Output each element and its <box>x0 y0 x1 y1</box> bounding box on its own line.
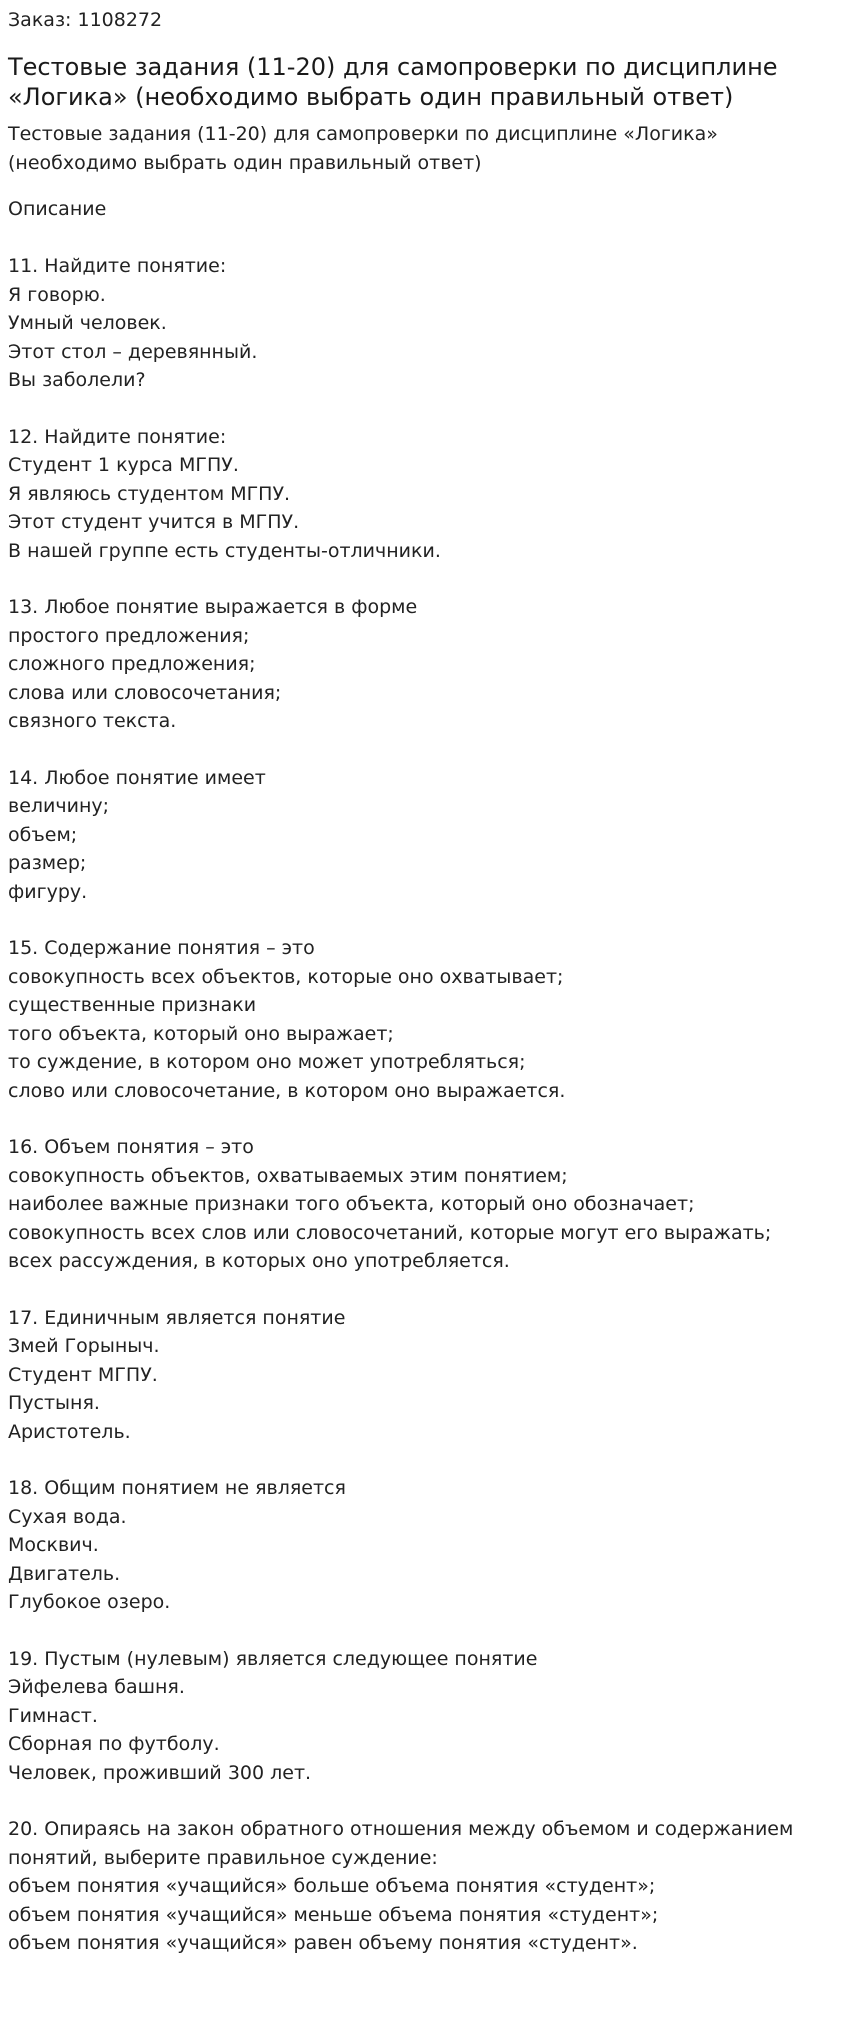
answer-option: В нашей группе есть студенты-отличники. <box>8 539 441 562</box>
question-text: 15. Содержание понятия – это <box>8 937 315 959</box>
answer-option: Аристотель. <box>8 1420 131 1443</box>
answer-option: фигуру. <box>8 880 88 903</box>
answer-option: Я говорю. <box>8 283 106 306</box>
question-block <box>8 764 839 907</box>
page-title-line: «Логика» (необходимо выбрать один правильный ответ) <box>8 83 734 111</box>
page-title-line: Тестовые задания (11-20) для самопроверки по дисциплине <box>8 53 778 81</box>
answer-option: объем; <box>8 823 78 846</box>
answer-option: Эйфелева башня. <box>8 1676 185 1698</box>
answer-option: величину; <box>8 795 110 817</box>
question-block <box>8 252 839 395</box>
question-block <box>8 1474 839 1617</box>
question-block <box>8 423 839 566</box>
answer-option: того объекта, который оно выражает; <box>8 1022 394 1045</box>
question-text: 13. Любое понятие выражается в форме <box>8 596 418 618</box>
subtitle <box>8 120 839 178</box>
answer-option: сложного предложения; <box>8 653 256 675</box>
question-text: 14. Любое понятие имеет <box>8 766 266 789</box>
question-block <box>8 1815 839 1958</box>
answer-option: совокупность объектов, охватываемых этим понятием; <box>8 1164 568 1187</box>
answer-option: Я являюсь студентом МГПУ. <box>8 482 291 505</box>
question-text: 18. Общим понятием не является <box>8 1477 346 1499</box>
answer-option: слово или словосочетание, в котором оно выражается. <box>8 1079 566 1102</box>
answer-option: размер; <box>8 852 87 874</box>
answer-option: Умный человек. <box>8 312 167 334</box>
question-block <box>8 1133 839 1276</box>
answer-option: связного текста. <box>8 710 177 732</box>
answer-option: Человек, проживший 300 лет. <box>8 1761 312 1784</box>
answer-option: Студент МГПУ. <box>8 1363 158 1386</box>
answer-option: Двигатель. <box>8 1562 121 1585</box>
answer-option: простого предложения; <box>8 624 250 647</box>
answer-option: Этот студент учится в МГПУ. <box>8 511 300 533</box>
answer-option: Глубокое озеро. <box>8 1591 171 1613</box>
answer-option: Гимнаст. <box>8 1704 98 1727</box>
answer-option: наиболее важные признаки того объекта, который оно обозначает; <box>8 1193 695 1215</box>
answer-option: Этот стол – деревянный. <box>8 340 258 363</box>
answer-option: Змей Горыныч. <box>8 1335 160 1357</box>
answer-option: объем понятия «учащийся» меньше объема понятия «студент»; <box>8 1903 659 1926</box>
question-text: 11. Найдите понятие: <box>8 255 227 277</box>
page-title <box>8 52 839 112</box>
answer-option: объем понятия «учащийся» равен объему понятия «студент». <box>8 1932 638 1954</box>
question-text: 12. Найдите понятие: <box>8 425 227 448</box>
answer-option: то суждение, в котором оно может употребляться; <box>8 1051 526 1073</box>
question-block <box>8 593 839 736</box>
order-number: Заказ: 1108272 <box>8 9 163 31</box>
answer-option: существенные признаки <box>8 994 257 1016</box>
answer-option: Сборная по футболу. <box>8 1733 220 1755</box>
answer-option: совокупность всех объектов, которые оно охватывает; <box>8 965 564 988</box>
answer-option: Вы заболели? <box>8 369 146 391</box>
question-text: 19. Пустым (нулевым) является следующее понятие <box>8 1647 538 1670</box>
question-block <box>8 1645 839 1788</box>
answer-option: Москвич. <box>8 1534 99 1556</box>
answer-option: объем понятия «учащийся» больше объема понятия «студент»; <box>8 1875 656 1897</box>
answer-option: понятий, выберите правильное суждение: <box>8 1846 438 1869</box>
answer-option: совокупность всех слов или словосочетаний, которые могут его выражать; <box>8 1221 772 1244</box>
question-text: 17. Единичным является понятие <box>8 1306 346 1329</box>
answer-option: Сухая вода. <box>8 1505 127 1528</box>
answer-option: всех рассуждения, в которых оно употребляется. <box>8 1250 510 1272</box>
question-block <box>8 934 839 1105</box>
answer-option: слова или словосочетания; <box>8 681 282 704</box>
subtitle-line: (необходимо выбрать один правильный ответ) <box>8 152 482 174</box>
question-block <box>8 1304 839 1447</box>
description-heading: Описание <box>8 198 107 220</box>
subtitle-line: Тестовые задания (11-20) для самопроверки по дисциплине «Логика» <box>8 123 718 145</box>
question-text: 16. Объем понятия – это <box>8 1136 254 1158</box>
answer-option: Пустыня. <box>8 1392 100 1414</box>
answer-option: Студент 1 курса МГПУ. <box>8 454 239 476</box>
questions-list <box>8 252 839 1958</box>
question-text: 20. Опираясь на закон обратного отношения между объемом и содержанием <box>8 1818 794 1840</box>
